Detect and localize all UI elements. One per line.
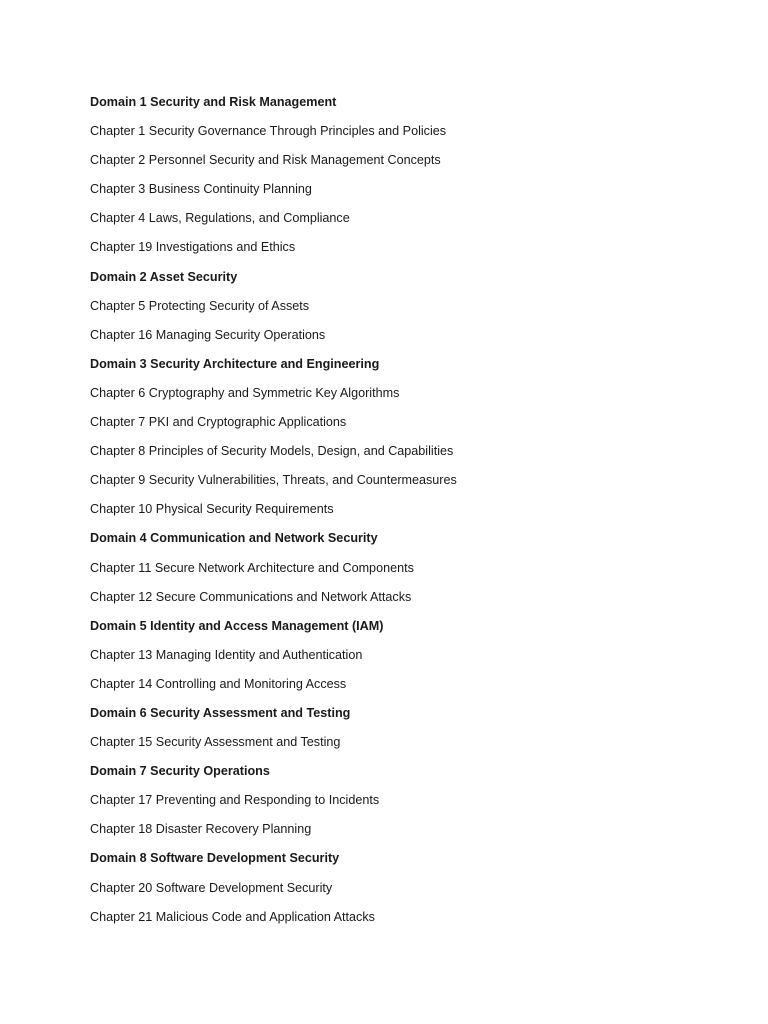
chapter-line: Chapter 21 Malicious Code and Application Attacks	[90, 909, 375, 924]
chapter-line: Chapter 5 Protecting Security of Assets	[90, 298, 310, 313]
domain-heading: Domain 3 Security Architecture and Engineering	[90, 356, 380, 371]
domain-heading: Domain 7 Security Operations	[90, 764, 270, 779]
chapter-line: Chapter 9 Security Vulnerabilities, Threats, and Countermeasures	[90, 473, 457, 488]
chapter-line: Chapter 19 Investigations and Ethics	[90, 240, 296, 255]
domain-chapter-list	[90, 91, 730, 935]
chapter-line: Chapter 14 Controlling and Monitoring Access	[90, 676, 347, 691]
domain-heading: Domain 8 Software Development Security	[90, 851, 340, 866]
chapter-line: Chapter 18 Disaster Recovery Planning	[90, 822, 312, 837]
chapter-line: Chapter 7 PKI and Cryptographic Applications	[90, 415, 347, 430]
chapter-line: Chapter 3 Business Continuity Planning	[90, 182, 312, 197]
domain-heading: Domain 6 Security Assessment and Testing	[90, 705, 351, 720]
domain-heading: Domain 5 Identity and Access Management (IAM)	[90, 618, 384, 633]
chapter-line: Chapter 20 Software Development Security	[90, 880, 333, 895]
chapter-line: Chapter 2 Personnel Security and Risk Management Concepts	[90, 153, 441, 168]
chapter-line: Chapter 17 Preventing and Responding to Incidents	[90, 793, 380, 808]
chapter-line: Chapter 16 Managing Security Operations	[90, 327, 326, 342]
chapter-line: Chapter 1 Security Governance Through Principles and Policies	[90, 124, 447, 139]
chapter-line: Chapter 15 Security Assessment and Testing	[90, 735, 341, 750]
domain-heading: Domain 2 Asset Security	[90, 269, 238, 284]
chapter-line: Chapter 4 Laws, Regulations, and Compliance	[90, 211, 350, 226]
chapter-line: Chapter 12 Secure Communications and Network Attacks	[90, 589, 412, 604]
chapter-line: Chapter 10 Physical Security Requirements	[90, 502, 334, 517]
chapter-line: Chapter 11 Secure Network Architecture and Components	[90, 560, 414, 575]
domain-heading: Domain 4 Communication and Network Security	[90, 531, 378, 546]
domain-heading: Domain 1 Security and Risk Management	[90, 95, 337, 109]
chapter-line: Chapter 8 Principles of Security Models, Design, and Capabilities	[90, 444, 454, 459]
chapter-line: Chapter 6 Cryptography and Symmetric Key Algorithms	[90, 385, 400, 400]
chapter-line: Chapter 13 Managing Identity and Authentication	[90, 647, 363, 662]
